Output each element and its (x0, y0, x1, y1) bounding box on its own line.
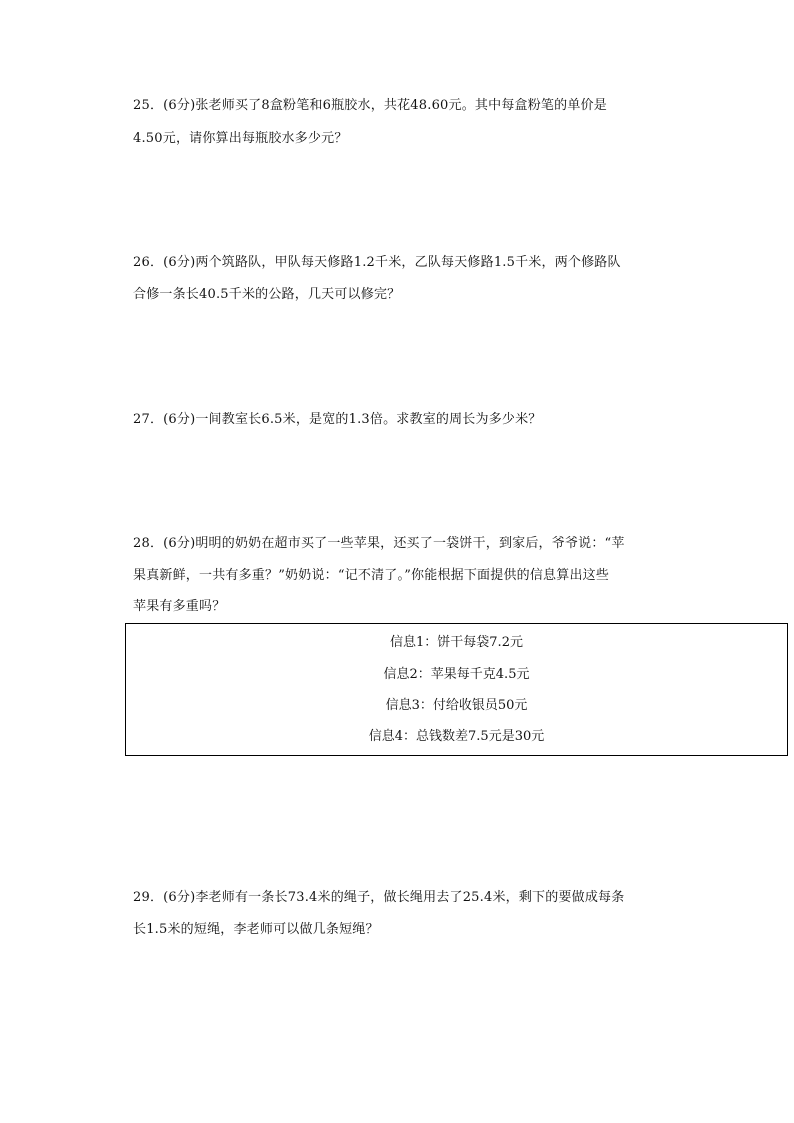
info-item-3: 信息3：付给收银员50元 (385, 698, 528, 713)
question-27-line-1: 27．(6分)一间教室长6.5米，是宽的1.3倍。求教室的周长为多少米？ (133, 412, 542, 427)
info-item-1: 信息1：饼干每袋7.2元 (390, 635, 523, 650)
question-25-line-1: 25．(6分)张老师买了8盒粉笔和6瓶胶水，共花48.60元。其中每盒粉笔的单价是 (133, 98, 607, 113)
question-28-line-3: 苹果有多重吗？ (133, 599, 226, 614)
info-item-4: 信息4：总钱数差7.5元是30元 (368, 729, 545, 744)
info-box (125, 623, 788, 756)
question-26-line-2: 合修一条长40.5千米的公路，几天可以修完？ (133, 287, 401, 302)
question-29-line-1: 29．(6分)李老师有一条长73.4米的绳子，做长绳用去了25.4米，剩下的要做成每条 (133, 890, 625, 905)
question-25-line-2: 4.50元，请你算出每瓶胶水多少元？ (133, 131, 348, 146)
question-28-line-2: 果真新鲜，一共有多重？”奶奶说：“记不清了。”你能根据下面提供的信息算出这些 (133, 568, 610, 583)
question-26-line-1: 26．(6分)两个筑路队，甲队每天修路1.2千米，乙队每天修路1.5千米，两个修路队 (133, 255, 621, 270)
info-item-2: 信息2：苹果每千克4.5元 (383, 667, 530, 682)
question-29-line-2: 长1.5米的短绳，李老师可以做几条短绳？ (133, 922, 379, 937)
question-28-line-1: 28．(6分)明明的奶奶在超市买了一些苹果，还买了一袋饼干，到家后，爷爷说：“苹 (133, 536, 625, 551)
